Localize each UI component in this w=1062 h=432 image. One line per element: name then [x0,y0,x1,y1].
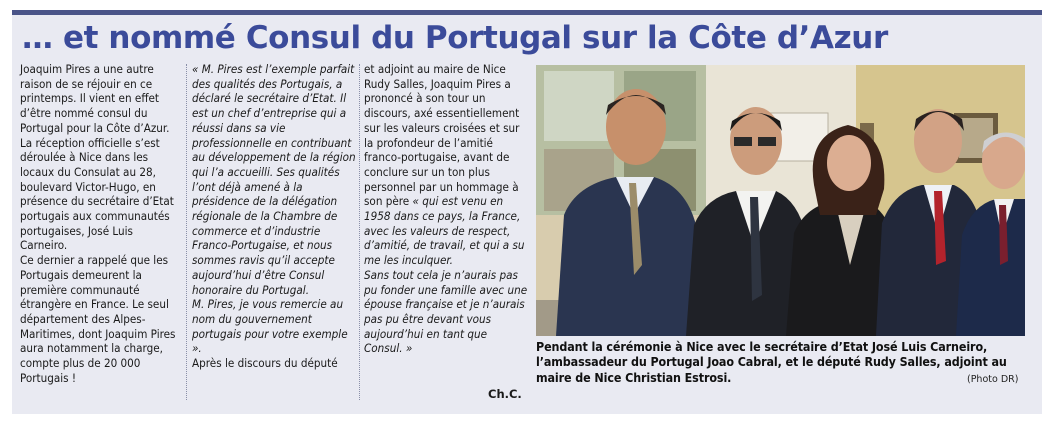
top-rule [12,10,1042,15]
ceremony-photo [536,65,1025,336]
text-column-2 [192,62,356,371]
photo-credit: (Photo DR) [967,374,1019,385]
author-signature: Ch.C. [488,387,522,401]
quote-paragraph: M. Pires, je vous remercie au nom du gouvernement portugais pour votre exemple ». [192,297,348,356]
quote-paragraph: « M. Pires est l’exemple parfait des qualités des Portugais, a déclaré le secrétaire d’Etat. Il est un chef d’entreprise qui a réussi dans sa vie professionnelle en contribuant au développement de la région qui l’a accueilli. Ses qualités l’ont déjà amené à la présidence de la délégation régionale de la Chambre de commerce et d’industrie Franco-Portugaise, et nous sommes ravis qu’il accepte aujourd’hui d’être Consul honoraire du Portugal. [192,62,356,297]
text-column-1 [20,62,182,385]
paragraph: Ce dernier a rappelé que les Portugais demeurent la première communauté étrangère en France. Le seul département des Alpes-Maritimes, dont Joaquim Pires aura notamment la charge, compte plus de 20 000 Portugais ! [20,253,176,385]
ceremony-photo-illustration [536,65,1025,336]
paragraph: Joaquim Pires a une autre raison de se réjouir en ce printemps. Il vient en effet d’être nommé consul du Portugal pour la Côte d’Azur. La réception officielle s’est déroulée à Nice dans les locaux du Consulat au 28, boulevard Victor-Hugo, en présence du secrétaire d’Etat portugais aux communautés portugaises, José Luis Carneiro. [20,62,174,253]
text-column-3 [364,62,528,356]
quote-paragraph: Sans tout cela je n’aurais pas pu fonder une famille avec une épouse française et je n’aurais pas pu être devant vous aujourd’hui en tant que Consul. » [364,267,528,356]
paragraph: Après le discours du député [192,356,338,371]
column-divider [186,64,187,400]
column-divider [359,64,360,400]
photo-caption: Pendant la cérémonie à Nice avec le secrétaire d’Etat José Luis Carneiro, l’ambassadeur du Portugal Joao Cabral, et le député Rudy Salles, adjoint au maire de Nice Christian Estrosi. [536,339,1007,385]
quote-text: « qui est venu en 1958 dans ce pays, la France, avec les valeurs de respect, d’amitié, de travail, et qui a su me les inculquer. [364,194,525,268]
paragraph-text: et adjoint au maire de Nice Rudy Salles, Joaquim Pires a prononcé à son tour un discours, axé essentiellement sur les valeurs croisées et sur la profondeur de l’amitié franco-portugaise, avant de conclure sur un ton plus personnel par un hommage à son père [364,62,520,209]
article-headline: … et nommé Consul du Portugal sur la Côte d’Azur [22,20,888,56]
